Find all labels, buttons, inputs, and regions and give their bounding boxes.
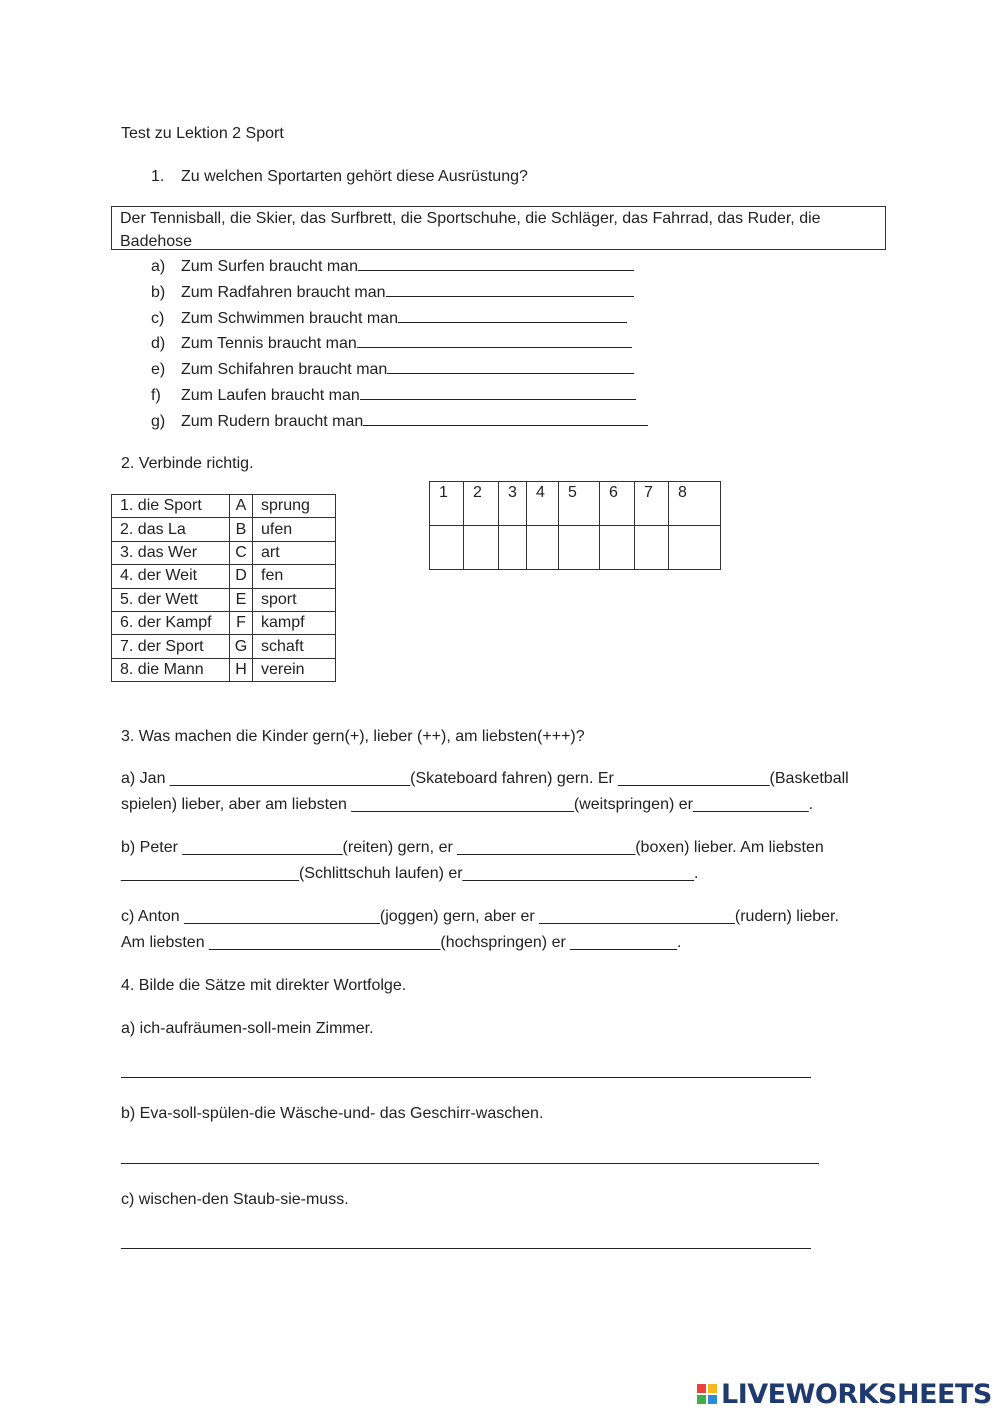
answer-blank[interactable] xyxy=(386,282,634,297)
answer-blank[interactable] xyxy=(360,385,636,400)
answer-line-c[interactable] xyxy=(121,1248,811,1249)
question-4-heading: 4. Bilde die Sätze mit direkter Wortfolge. xyxy=(121,977,407,994)
question-3-heading: 3. Was machen die Kinder gern(+), lieber (++), am liebsten(+++)? xyxy=(121,728,585,745)
logo-icon xyxy=(697,1384,717,1404)
question-2-heading: 2. Verbinde richtig. xyxy=(121,455,254,472)
logo-block xyxy=(708,1395,717,1404)
sentence-prompt-c: c) wischen-den Staub-sie-muss. xyxy=(121,1191,349,1208)
word-box: Der Tennisball, die Skier, das Surfbrett, die Sportschuhe, die Schläger, das Fahrrad, das Ruder, die Badehose xyxy=(111,206,886,250)
logo-block xyxy=(697,1395,706,1404)
word-end: fen xyxy=(253,565,336,588)
answer-cell[interactable] xyxy=(430,526,464,570)
list-item xyxy=(151,385,636,406)
answer-header: 4 xyxy=(527,482,559,526)
answer-line-a[interactable] xyxy=(121,1077,811,1078)
letter-cell: A xyxy=(230,495,253,518)
item-text: Zum Schwimmen braucht man xyxy=(181,310,398,327)
word-end: verein xyxy=(253,658,336,681)
answer-grid xyxy=(429,481,721,570)
table-row xyxy=(112,588,336,611)
exercise-3b xyxy=(121,835,881,887)
exercise-3a xyxy=(121,766,881,818)
answer-blank[interactable] xyxy=(398,308,627,323)
page-title: Test zu Lektion 2 Sport xyxy=(121,125,284,142)
table-row xyxy=(112,495,336,518)
answer-cell[interactable] xyxy=(527,526,559,570)
item-text: Zum Surfen braucht man xyxy=(181,258,358,275)
word-start: 5. der Wett xyxy=(112,588,230,611)
word-end: kampf xyxy=(253,611,336,634)
answer-cell[interactable] xyxy=(669,526,721,570)
exercise-line[interactable]: Am liebsten __________________________(hochspringen) er ____________. xyxy=(121,934,682,951)
logo-block xyxy=(697,1384,706,1393)
item-text: Zum Tennis braucht man xyxy=(181,335,357,352)
letter-cell: B xyxy=(230,518,253,541)
answer-header: 2 xyxy=(464,482,499,526)
exercise-line[interactable]: a) Jan ___________________________(Skateboard fahren) gern. Er _________________(Basketball xyxy=(121,770,849,787)
answer-cell[interactable] xyxy=(600,526,635,570)
word-end: ufen xyxy=(253,518,336,541)
exercise-line[interactable]: b) Peter __________________(reiten) gern, er ____________________(boxen) lieber. Am liebsten xyxy=(121,839,824,856)
answer-cell[interactable] xyxy=(499,526,527,570)
letter-cell: E xyxy=(230,588,253,611)
list-item xyxy=(151,333,632,354)
exercise-line[interactable]: ____________________(Schlittschuh laufen) er__________________________. xyxy=(121,865,699,882)
list-item xyxy=(151,411,648,432)
table-row xyxy=(112,658,336,681)
item-letter: e) xyxy=(151,361,166,378)
question-number: 1. xyxy=(151,168,165,185)
letter-cell: C xyxy=(230,541,253,564)
word-end: art xyxy=(253,541,336,564)
list-item xyxy=(151,359,634,380)
word-start: 8. die Mann xyxy=(112,658,230,681)
answer-header: 3 xyxy=(499,482,527,526)
answer-blank[interactable] xyxy=(387,359,634,374)
answer-header: 7 xyxy=(635,482,669,526)
answer-cell[interactable] xyxy=(464,526,499,570)
answer-header: 8 xyxy=(669,482,721,526)
exercise-line[interactable]: c) Anton ______________________(joggen) gern, aber er ______________________(rudern) lieber. xyxy=(121,908,839,925)
answer-cell[interactable] xyxy=(559,526,600,570)
word-end: sport xyxy=(253,588,336,611)
letter-cell: H xyxy=(230,658,253,681)
answer-blank[interactable] xyxy=(358,256,634,271)
answer-line-b[interactable] xyxy=(121,1163,819,1164)
sentence-prompt-a: a) ich-aufräumen-soll-mein Zimmer. xyxy=(121,1020,374,1037)
word-start: 1. die Sport xyxy=(112,495,230,518)
answer-header-row xyxy=(430,482,721,526)
letter-cell: G xyxy=(230,635,253,658)
table-row xyxy=(112,611,336,634)
matching-table xyxy=(111,494,336,682)
question-1-heading xyxy=(151,167,528,187)
item-letter: f) xyxy=(151,387,161,404)
item-letter: g) xyxy=(151,413,166,430)
list-item xyxy=(151,256,634,277)
word-start: 2. das La xyxy=(112,518,230,541)
exercise-line[interactable]: spielen) lieber, aber am liebsten _________________________(weitspringen) er_____________. xyxy=(121,796,814,813)
answer-input-row xyxy=(430,526,721,570)
logo-text: LIVEWORKSHEETS xyxy=(721,1378,992,1410)
item-letter: b) xyxy=(151,284,166,301)
table-row xyxy=(112,635,336,658)
word-start: 3. das Wer xyxy=(112,541,230,564)
list-item xyxy=(151,308,627,329)
word-start: 4. der Weit xyxy=(112,565,230,588)
logo-block xyxy=(708,1384,717,1393)
liveworksheets-logo xyxy=(697,1378,992,1410)
exercise-3c xyxy=(121,904,881,956)
item-text: Zum Rudern braucht man xyxy=(181,413,364,430)
item-letter: a) xyxy=(151,258,166,275)
question-text: Zu welchen Sportarten gehört diese Ausrüstung? xyxy=(181,168,528,185)
list-item xyxy=(151,282,634,303)
answer-blank[interactable] xyxy=(363,411,648,426)
letter-cell: F xyxy=(230,611,253,634)
table-row xyxy=(112,518,336,541)
answer-header: 6 xyxy=(600,482,635,526)
word-start: 7. der Sport xyxy=(112,635,230,658)
table-row xyxy=(112,565,336,588)
answer-blank[interactable] xyxy=(357,333,632,348)
item-letter: d) xyxy=(151,335,166,352)
word-start: 6. der Kampf xyxy=(112,611,230,634)
item-text: Zum Schifahren braucht man xyxy=(181,361,388,378)
answer-header: 1 xyxy=(430,482,464,526)
word-end: schaft xyxy=(253,635,336,658)
answer-header: 5 xyxy=(559,482,600,526)
item-text: Zum Laufen braucht man xyxy=(181,387,360,404)
sentence-prompt-b: b) Eva-soll-spülen-die Wäsche-und- das Geschirr-waschen. xyxy=(121,1105,544,1122)
table-row xyxy=(112,541,336,564)
letter-cell: D xyxy=(230,565,253,588)
answer-cell[interactable] xyxy=(635,526,669,570)
word-end: sprung xyxy=(253,495,336,518)
item-letter: c) xyxy=(151,310,165,327)
item-text: Zum Radfahren braucht man xyxy=(181,284,386,301)
